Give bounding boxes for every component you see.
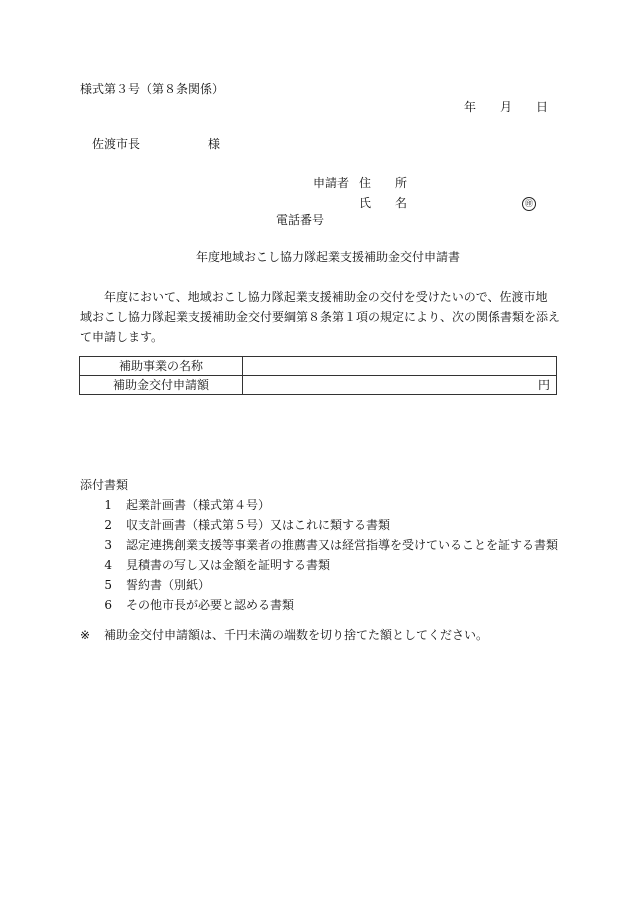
application-table	[79, 356, 557, 395]
list-item: 5 誓約書（別紙）	[104, 578, 211, 592]
applicant-phone-label: 電話番号	[276, 213, 325, 227]
list-item: 3 認定連携創業支援等事業者の推薦書又は経営指導を受けていることを証する書類	[104, 538, 559, 552]
body-line-1: 年度において、地域おこし協力隊起業支援補助金の交付を受けたいので、佐渡市地	[104, 290, 548, 304]
note-text: 補助金交付申請額は、千円未満の端数を切り捨てた額としてください。	[104, 628, 489, 642]
project-name-label: 補助事業の名称	[80, 357, 243, 376]
date-month-label: 月	[500, 100, 513, 114]
attachments-section	[80, 475, 558, 615]
form-number: 様式第３号（第８条関係）	[80, 82, 225, 96]
attachments-heading: 添付書類	[80, 478, 129, 492]
applicant-address-label: 住 所	[359, 176, 408, 190]
table-row	[80, 357, 557, 376]
list-item: 6 その他市長が必要と認める書類	[104, 598, 295, 612]
document-title: 年度地域おこし協力隊起業支援補助金交付申請書	[196, 250, 461, 264]
applicant-label: 申請者	[313, 176, 350, 190]
subsidy-amount-label: 補助金交付申請額	[80, 376, 243, 395]
seal-icon: ㊞	[522, 195, 536, 211]
subsidy-amount-field[interactable]: 円	[243, 376, 557, 395]
addressee-honorific: 様	[208, 137, 221, 151]
body-line-2: 域おこし協力隊起業支援補助金交付要綱第８条第１項の規定により、次の関係書類を添え	[80, 310, 561, 324]
list-item: 2 収支計画書（様式第５号）又はこれに類する書類	[104, 518, 391, 532]
addressee-name: 佐渡市長	[92, 137, 141, 151]
date-year-label: 年	[464, 100, 477, 114]
applicant-name-label: 氏 名	[359, 196, 408, 210]
date-day-label: 日	[536, 100, 549, 114]
note-mark: ※	[80, 628, 91, 642]
body-line-3: て申請します。	[80, 330, 164, 344]
body-paragraph	[80, 287, 561, 347]
list-item: 4 見積書の写し又は金額を証明する書類	[104, 558, 331, 572]
table-row	[80, 376, 557, 395]
project-name-field[interactable]	[243, 357, 557, 376]
list-item: 1 起業計画書（様式第４号）	[104, 498, 271, 512]
